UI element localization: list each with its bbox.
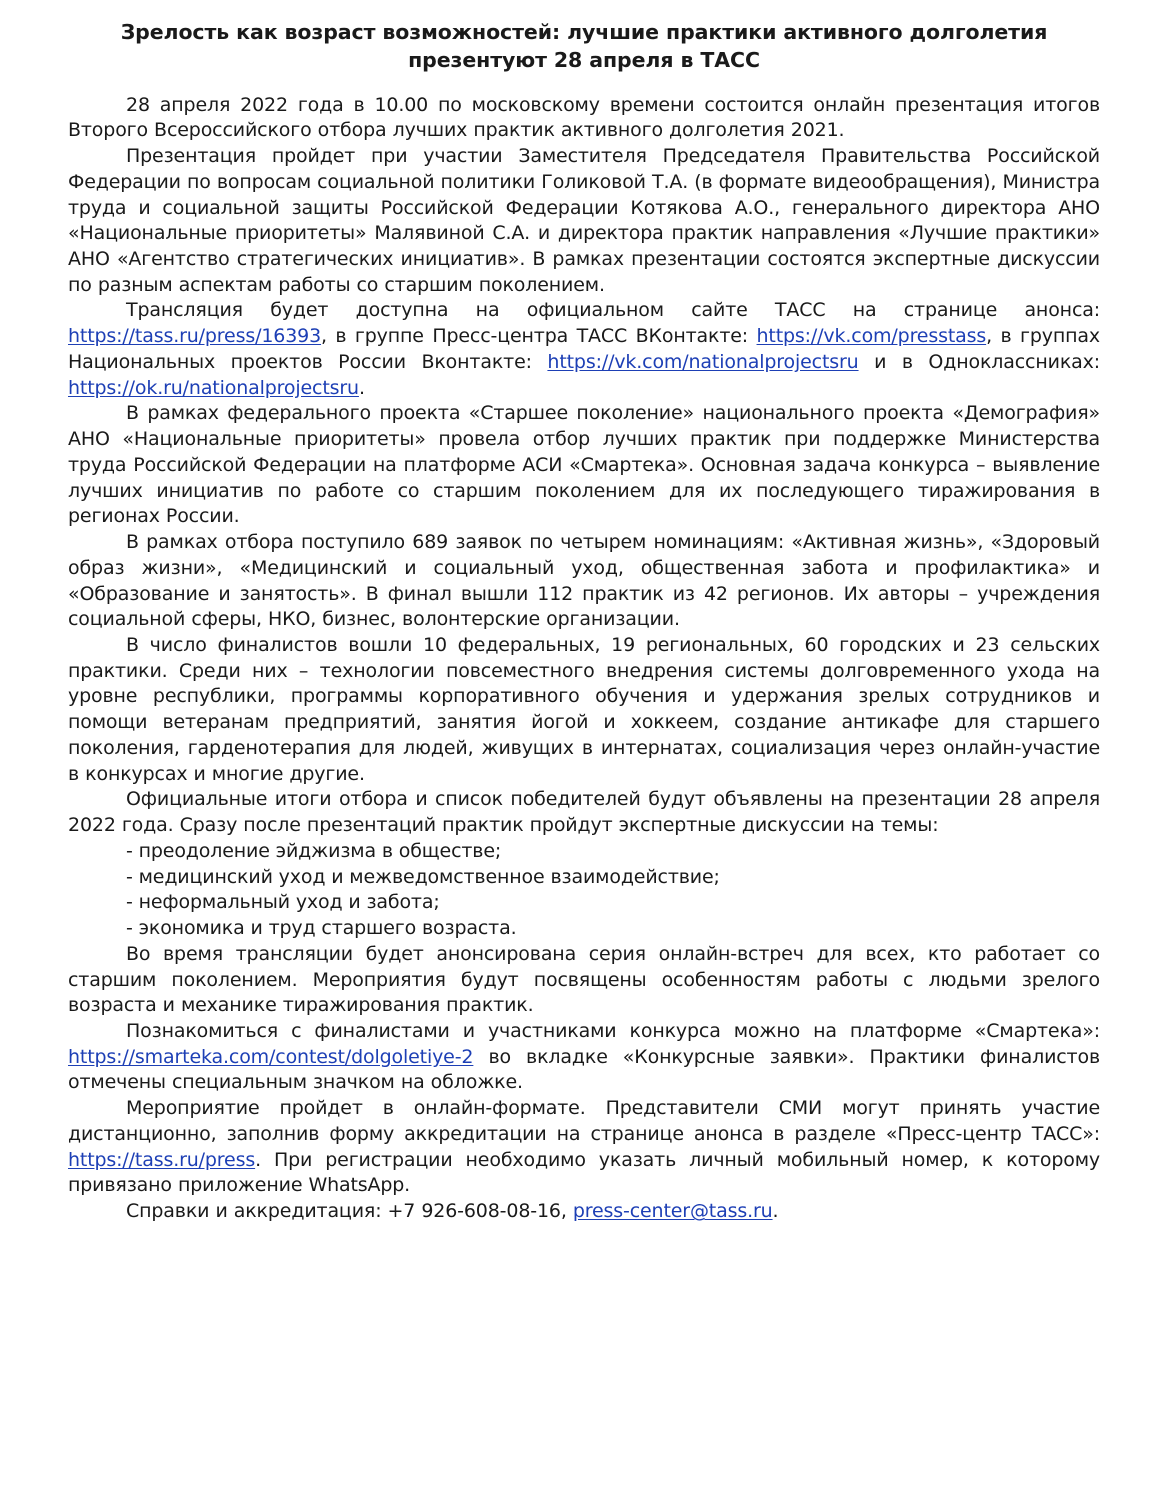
broadcast-text-2: , в группе Пресс-центра ТАСС ВКонтакте: <box>321 325 749 348</box>
broadcast-text-1: Трансляция будет доступна на официальном сайте ТАСС на странице анонса: <box>126 299 1100 322</box>
list-item: - медицинский уход и межведомственное взаимодействие; <box>126 865 720 888</box>
broadcast-text-5: . <box>358 376 365 399</box>
accreditation-text-1: Мероприятие пройдет в онлайн-формате. Представители СМИ могут принять участие дистанционно, заполнив форму аккредитации на странице анонса в разделе «Пресс-центр ТАСС»: <box>68 1097 1100 1145</box>
link-vk-nationalprojects[interactable]: https://vk.com/nationalprojectsru <box>547 350 859 373</box>
paragraph-participants: Презентация пройдет при участии Заместителя Председателя Правительства Российской Федерации по вопросам социальной политики Голиковой Т.А. (в формате видеообращения), Министра труда и социальной защиты Российской Федерации Котякова А.О., генерального директора АНО «Национальные приоритеты» Малявиной С.А. и директора практик направления «Лучшие практики» АНО «Агентство стратегических инициатив». В рамках презентации состоятся экспертные дискуссии по разным аспектам работы со старшим поколением. <box>68 145 1100 296</box>
list-item: - неформальный уход и забота; <box>126 891 440 914</box>
contacts-text-2: . <box>772 1200 779 1223</box>
paragraph-finalists: В число финалистов вошли 10 федеральных, 19 региональных, 60 городских и 23 сельских практики. Среди них – технологии повсеместного внедрения системы долговременного ухода на уровне республики, программы корпоративного обучения и удержания зрелых сотрудников и помощи ветеранам предприятий, занятия йогой и хоккеем, создание антикафе для старшего поколения, гарденотерапия для людей, живущих в интернатах, социализация через онлайн-участие в конкурсах и многие другие. <box>68 633 1100 785</box>
paragraph-intro: 28 апреля 2022 года в 10.00 по московскому времени состоится онлайн презентация итогов Второго Всероссийского отбора лучших практик активного долголетия 2021. <box>68 93 1100 142</box>
list-item: - экономика и труд старшего возраста. <box>126 917 517 940</box>
smarteka-text-2: во вкладке «Конкурсные заявки». Практики финалистов отмечены специальным значком на обложке. <box>68 1045 1100 1094</box>
paragraph-results: Официальные итоги отбора и список победителей будут объявлены на презентации 28 апреля 2022 года. Сразу после презентаций практик пройдут экспертные дискуссии на темы: <box>68 788 1100 837</box>
broadcast-text-4: и в Одноклассниках: <box>858 350 1100 373</box>
paragraph-contacts <box>68 1199 1100 1225</box>
link-ok-nationalprojects[interactable]: https://ok.ru/nationalprojectsru <box>68 376 359 399</box>
link-press-center-email[interactable]: press-center@tass.ru <box>572 1200 773 1223</box>
broadcast-text-3: , в группах Национальных проектов России Вконтакте: <box>68 325 1101 373</box>
page-title: Зрелость как возраст возможностей: лучшие практики активного долголетия презентуют 28 апреля в ТАСС <box>120 20 1048 73</box>
paragraph-federal-project: В рамках федерального проекта «Старшее поколение» национального проекта «Демография» АНО «Национальные приоритеты» провела отбор лучших практик при поддержке Министерства труда Российской Федерации на платформе АСИ «Смартека». Основная задача конкурса – выявление лучших инициатив по работе со старшим поколением для их последующего тиражирования в регионах России. <box>68 402 1100 528</box>
paragraph-online-meetings: Во время трансляции будет анонсирована серия онлайн-встреч для всех, кто работает со старшим поколением. Мероприятия будут посвящены особенностям работы с людьми зрелого возраста и механике тиражирования практик. <box>68 942 1100 1017</box>
paragraph-smarteka <box>68 1019 1100 1096</box>
accreditation-text-2: . При регистрации необходимо указать личный мобильный номер, к которому привязано приложение WhatsApp. <box>68 1148 1100 1197</box>
list-item: - преодоление эйджизма в обществе; <box>126 839 502 862</box>
contacts-text-1: Справки и аккредитация: +7 926-608-08-16, <box>126 1200 573 1223</box>
link-vk-presstass[interactable]: https://vk.com/presstass <box>756 325 987 348</box>
paragraph-broadcast <box>68 298 1100 401</box>
paragraph-accreditation <box>68 1096 1100 1199</box>
paragraph-applications: В рамках отбора поступило 689 заявок по четырем номинациям: «Активная жизнь», «Здоровый образ жизни», «Медицинский и социальный уход, общественная забота и профилактика» и «Образование и занятость». В финал вышли 112 практик из 42 регионов. Их авторы – учреждения социальной сферы, НКО, бизнес, волонтерские организации. <box>68 531 1100 631</box>
smarteka-text-1: Познакомиться с финалистами и участниками конкурса можно на платформе «Смартека»: <box>126 1020 1100 1042</box>
link-tass-press-announce[interactable]: https://tass.ru/press/16393 <box>68 325 322 348</box>
link-smarteka-contest[interactable]: https://smarteka.com/contest/dolgoletiye-2 <box>68 1045 474 1068</box>
link-tass-press[interactable]: https://tass.ru/press <box>68 1148 256 1171</box>
